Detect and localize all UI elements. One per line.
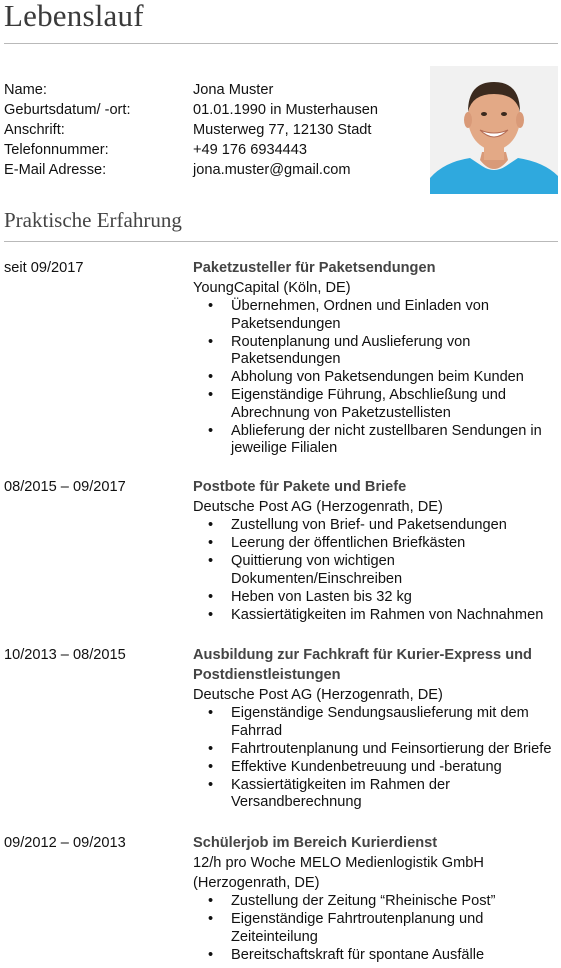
list-item: • Übernehmen, Ordnen und Einladen von Paketsendungen (193, 298, 559, 333)
list-item: • Quittierung von wichtigen Dokumenten/Einschreiben (193, 553, 559, 588)
entry-body (193, 833, 559, 965)
title-divider (4, 43, 558, 44)
job-title: Postbote für Pakete und Briefe (193, 479, 407, 495)
detail-value: 01.01.1990 in Musterhausen (193, 102, 378, 118)
task-list (193, 893, 559, 964)
detail-row-phone (4, 140, 414, 160)
detail-value: Musterweg 77, 12130 Stadt (193, 122, 372, 138)
company: Deutsche Post AG (Herzogenrath, DE) (193, 687, 443, 703)
detail-row-name (4, 80, 414, 100)
detail-label: Geburtsdatum/ -ort: (4, 102, 131, 118)
task-list (193, 298, 559, 458)
section-title: Praktische Erfahrung (4, 208, 182, 232)
portrait-icon (430, 66, 558, 194)
detail-label: E-Mail Adresse: (4, 162, 107, 178)
task-list (193, 517, 559, 624)
list-item: • Fahrtroutenplanung und Feinsortierung der Briefe (193, 741, 559, 759)
entry-date: seit 09/2017 (4, 260, 84, 276)
detail-row-address (4, 120, 414, 140)
detail-label: Name: (4, 82, 47, 98)
entry-date: 08/2015 – 09/2017 (4, 479, 126, 495)
list-item: • Eigenständige Fahrtroutenplanung und Zeiteinteilung (193, 911, 559, 946)
list-item: • Routenplanung und Auslieferung von Paketsendungen (193, 334, 559, 369)
list-item: • Heben von Lasten bis 32 kg (193, 589, 559, 607)
list-item: • Zustellung von Brief- und Paketsendungen (193, 517, 559, 535)
portrait-photo (430, 66, 558, 194)
task-list (193, 705, 559, 812)
list-item: • Eigenständige Führung, Abschließung und Abrechnung von Paketzustellisten (193, 387, 559, 422)
list-item: • Leerung der öffentlichen Briefkästen (193, 535, 559, 553)
detail-value: Jona Muster (193, 82, 274, 98)
entry-body (193, 477, 559, 625)
entry-body (193, 645, 559, 812)
entry-date: 09/2012 – 09/2013 (4, 835, 126, 851)
job-title: Schülerjob im Bereich Kurierdienst (193, 835, 438, 851)
entry-body (193, 258, 559, 458)
detail-label: Telefonnummer: (4, 142, 109, 158)
detail-row-email (4, 160, 414, 180)
list-item: • Effektive Kundenbetreuung und -beratung (193, 759, 559, 777)
entry-date: 10/2013 – 08/2015 (4, 647, 126, 663)
company: 12/h pro Woche MELO Medienlogistik GmbH (Herzogenrath, DE) (193, 855, 484, 891)
list-item: • Zustellung der Zeitung “Rheinische Post” (193, 893, 559, 911)
list-item: • Ablieferung der nicht zustellbaren Sendungen in jeweilige Filialen (193, 423, 559, 458)
detail-value: jona.muster@gmail.com (193, 162, 351, 178)
list-item: • Eigenständige Sendungsauslieferung mit dem Fahrrad (193, 705, 559, 740)
list-item: • Abholung von Paketsendungen beim Kunden (193, 369, 559, 387)
list-item: • Kassiertätigkeiten im Rahmen von Nachnahmen (193, 607, 559, 625)
list-item: • Kassiertätigkeiten im Rahmen der Versandberechnung (193, 777, 559, 812)
detail-label: Anschrift: (4, 122, 65, 138)
company: YoungCapital (Köln, DE) (193, 280, 351, 296)
list-item: • Bereitschaftskraft für spontane Ausfälle (193, 947, 559, 965)
page-title: Lebenslauf (4, 0, 144, 33)
section-divider (4, 241, 558, 242)
job-title: Paketzusteller für Paketsendungen (193, 260, 436, 276)
detail-row-birth (4, 100, 414, 120)
job-title: Ausbildung zur Fachkraft für Kurier-Express und Postdienstleistungen (193, 647, 532, 683)
detail-value: +49 176 6934443 (193, 142, 308, 158)
company: Deutsche Post AG (Herzogenrath, DE) (193, 499, 443, 515)
